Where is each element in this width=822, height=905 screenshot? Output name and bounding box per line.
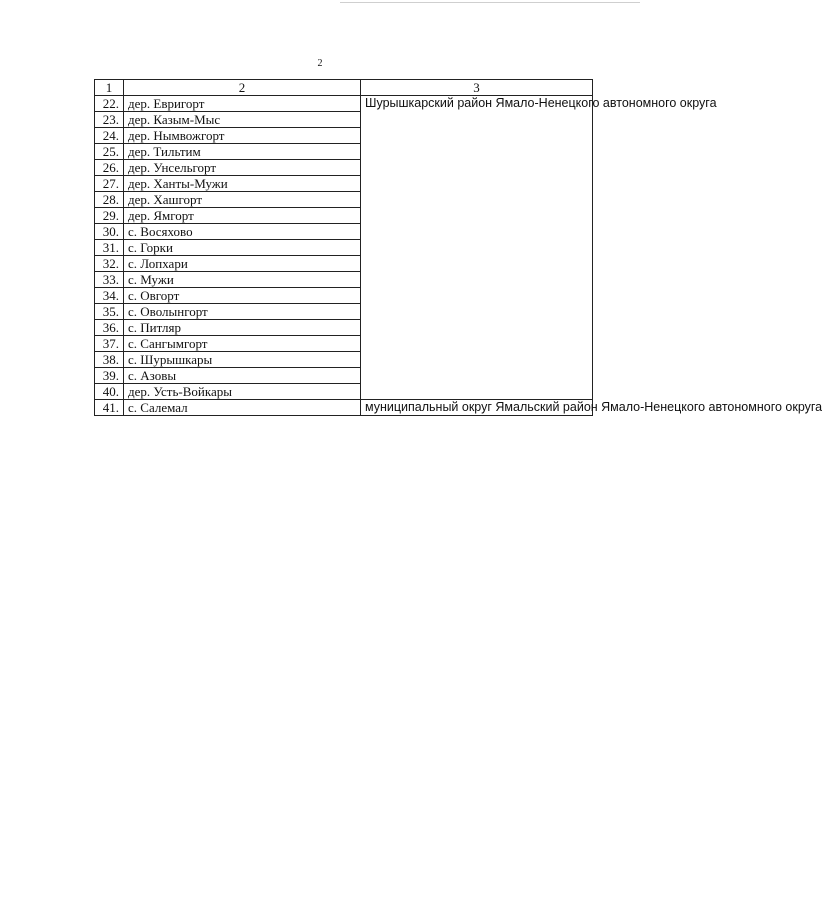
row-number: 29. (95, 208, 124, 224)
settlement-name: дер. Тильтим (124, 144, 361, 160)
row-number: 32. (95, 256, 124, 272)
settlement-name: дер. Хашгорт (124, 192, 361, 208)
header-cell: 1 (95, 80, 124, 96)
settlement-name: дер. Ямгорт (124, 208, 361, 224)
settlement-name: с. Оволынгорт (124, 304, 361, 320)
row-number: 35. (95, 304, 124, 320)
settlement-name: с. Питляр (124, 320, 361, 336)
settlement-name: дер. Усть-Войкары (124, 384, 361, 400)
settlement-name: с. Горки (124, 240, 361, 256)
settlement-name: с. Овгорт (124, 288, 361, 304)
settlement-name: с. Лопхари (124, 256, 361, 272)
district-name: муниципальный округ Ямальский район Ямало-Ненецкого автономного округа (361, 400, 593, 416)
table-row (95, 96, 593, 112)
settlement-name: дер. Ханты-Мужи (124, 176, 361, 192)
row-number: 38. (95, 352, 124, 368)
settlement-name: с. Азовы (124, 368, 361, 384)
header-cell: 2 (124, 80, 361, 96)
settlement-name: дер. Унсельгорт (124, 160, 361, 176)
row-number: 39. (95, 368, 124, 384)
row-number: 40. (95, 384, 124, 400)
settlement-name: дер. Казым-Мыс (124, 112, 361, 128)
row-number: 23. (95, 112, 124, 128)
table-header-row (95, 80, 593, 96)
row-number: 30. (95, 224, 124, 240)
settlement-name: дер. Нымвожгорт (124, 128, 361, 144)
row-number: 37. (95, 336, 124, 352)
settlement-name: с. Мужи (124, 272, 361, 288)
row-number: 26. (95, 160, 124, 176)
scan-edge-line (340, 2, 640, 3)
row-number: 36. (95, 320, 124, 336)
settlement-name: с. Восяхово (124, 224, 361, 240)
row-number: 34. (95, 288, 124, 304)
header-cell: 3 (361, 80, 593, 96)
district-name: Шурышкарский район Ямало-Ненецкого автономного округа (361, 96, 593, 400)
settlements-table (94, 79, 822, 416)
settlement-name: дер. Евригорт (124, 96, 361, 112)
row-number: 28. (95, 192, 124, 208)
row-number: 41. (95, 400, 124, 416)
settlement-name: с. Салемал (124, 400, 361, 416)
row-number: 31. (95, 240, 124, 256)
row-number: 27. (95, 176, 124, 192)
settlement-name: с. Шурышкары (124, 352, 361, 368)
table-row (95, 400, 593, 416)
row-number: 22. (95, 96, 124, 112)
row-number: 25. (95, 144, 124, 160)
row-number: 33. (95, 272, 124, 288)
settlement-name: с. Сангымгорт (124, 336, 361, 352)
row-number: 24. (95, 128, 124, 144)
page-number: 2 (317, 58, 323, 69)
